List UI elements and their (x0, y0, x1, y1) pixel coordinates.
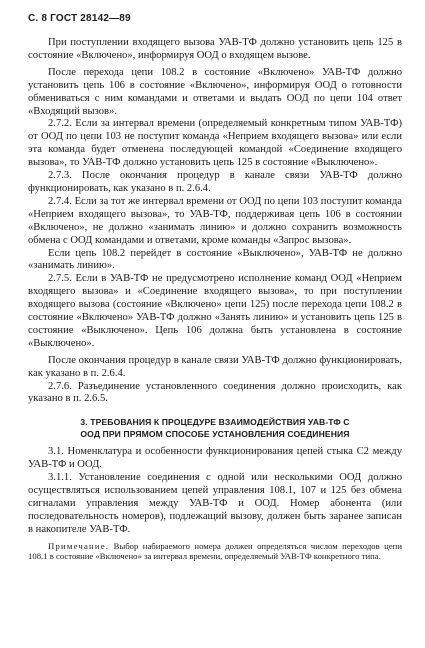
note (28, 541, 402, 562)
note-label: Примечание. (48, 540, 110, 551)
paragraph: После перехода цепи 108.2 в состояние «Включено» УАВ-ТФ должно установить цепь 106 в состояние «Включено», информируя ООД о готовности обмениваться с ним командами и ответами и выдать ООД по цепи 104 ответ «Входящий вызов». (28, 66, 402, 117)
paragraph: 2.7.4. Если за тот же интервал времени от ООД по цепи 103 поступит команда «Неприем входящего вызова», то УАВ-ТФ, поддерживая цепь 106 в состоянии «Включено», не должно «занимать линию» и должно сохранить возможность обмена с ООД командами и ответами, кроме команды «Запрос вызова». (28, 195, 402, 246)
paragraph: 2.7.5. Если в УАВ-ТФ не предусмотрено исполнение команд ООД «Неприем входящего вызова» и «Соединение входящего вызова», то при поступлении входящего вызова (состояние «Включено» цепи 125) после перехода цепи 108.2 в состояние «Включено» УАВ-ТФ должно «Занять линию» и установить цепь 125 в состояние «Выключено». Цепь 106 должна быть установлена в состояние «Выключено». (28, 273, 402, 349)
paragraph: 3.1.1. Установление соединения с одной или несколькими ООД должно осуществляться использованием цепей управления 108.1, 107 и 125 без обмена сигналами управления между УАВ-ТФ и ООД. Номер абонента (или последовательность номеров), подлежащий вызову, должен быть заранее записан в накопителе УАВ-ТФ. (28, 472, 402, 535)
section-title (28, 417, 402, 440)
section-title-line: ООД ПРИ ПРЯМОМ СПОСОБЕ УСТАНОВЛЕНИЯ СОЕДИНЕНИЯ (80, 428, 350, 439)
paragraph: 2.7.3. После окончания процедур в канале связи УАВ-ТФ должно функционировать, как указано в п. 2.6.4. (28, 170, 402, 194)
document-body (28, 37, 402, 562)
paragraph: После окончания процедур в канале связи УАВ-ТФ должно функционировать, как указано в п. 2.6.4. (28, 354, 402, 379)
note-text: Выбор набираемого номера должен определяться числом переходов цепи 108.1 в состояние «Включено» за интервал времени, определяемый УАВ-ТФ конкретного типа. (28, 540, 402, 562)
paragraph: 2.7.2. Если за интервал времени (определяемый конкретным типом УАВ-ТФ) от ООД по цепи 103 не поступит команда «Неприем входящего вызова» или если эта команда будет отменена последующей командой «Соединение входящего вызова», то УАВ-ТФ должно установить цепь 125 в состояние «Выключено». (28, 118, 402, 169)
section-title-line: 3. ТРЕБОВАНИЯ К ПРОЦЕДУРЕ ВЗАИМОДЕЙСТВИЯ УАВ-ТФ С (80, 417, 350, 428)
paragraph: При поступлении входящего вызова УАВ-ТФ должно установить цепь 125 в состояние «Включено», информируя ООД о входящем вызове. (28, 37, 402, 61)
paragraph: 2.7.6. Разъединение установленного соединения должно происходить, как указано в п. 2.6.5. (28, 380, 402, 405)
paragraph: 3.1. Номенклатура и особенности функционирования цепей стыка С2 между УАВ-ТФ и ООД. (28, 446, 402, 471)
page-header: С. 8 ГОСТ 28142—89 (28, 13, 131, 24)
paragraph: Если цепь 108.2 перейдет в состояние «Выключено», УАВ-ТФ не должно «занимать линию». (28, 247, 402, 272)
